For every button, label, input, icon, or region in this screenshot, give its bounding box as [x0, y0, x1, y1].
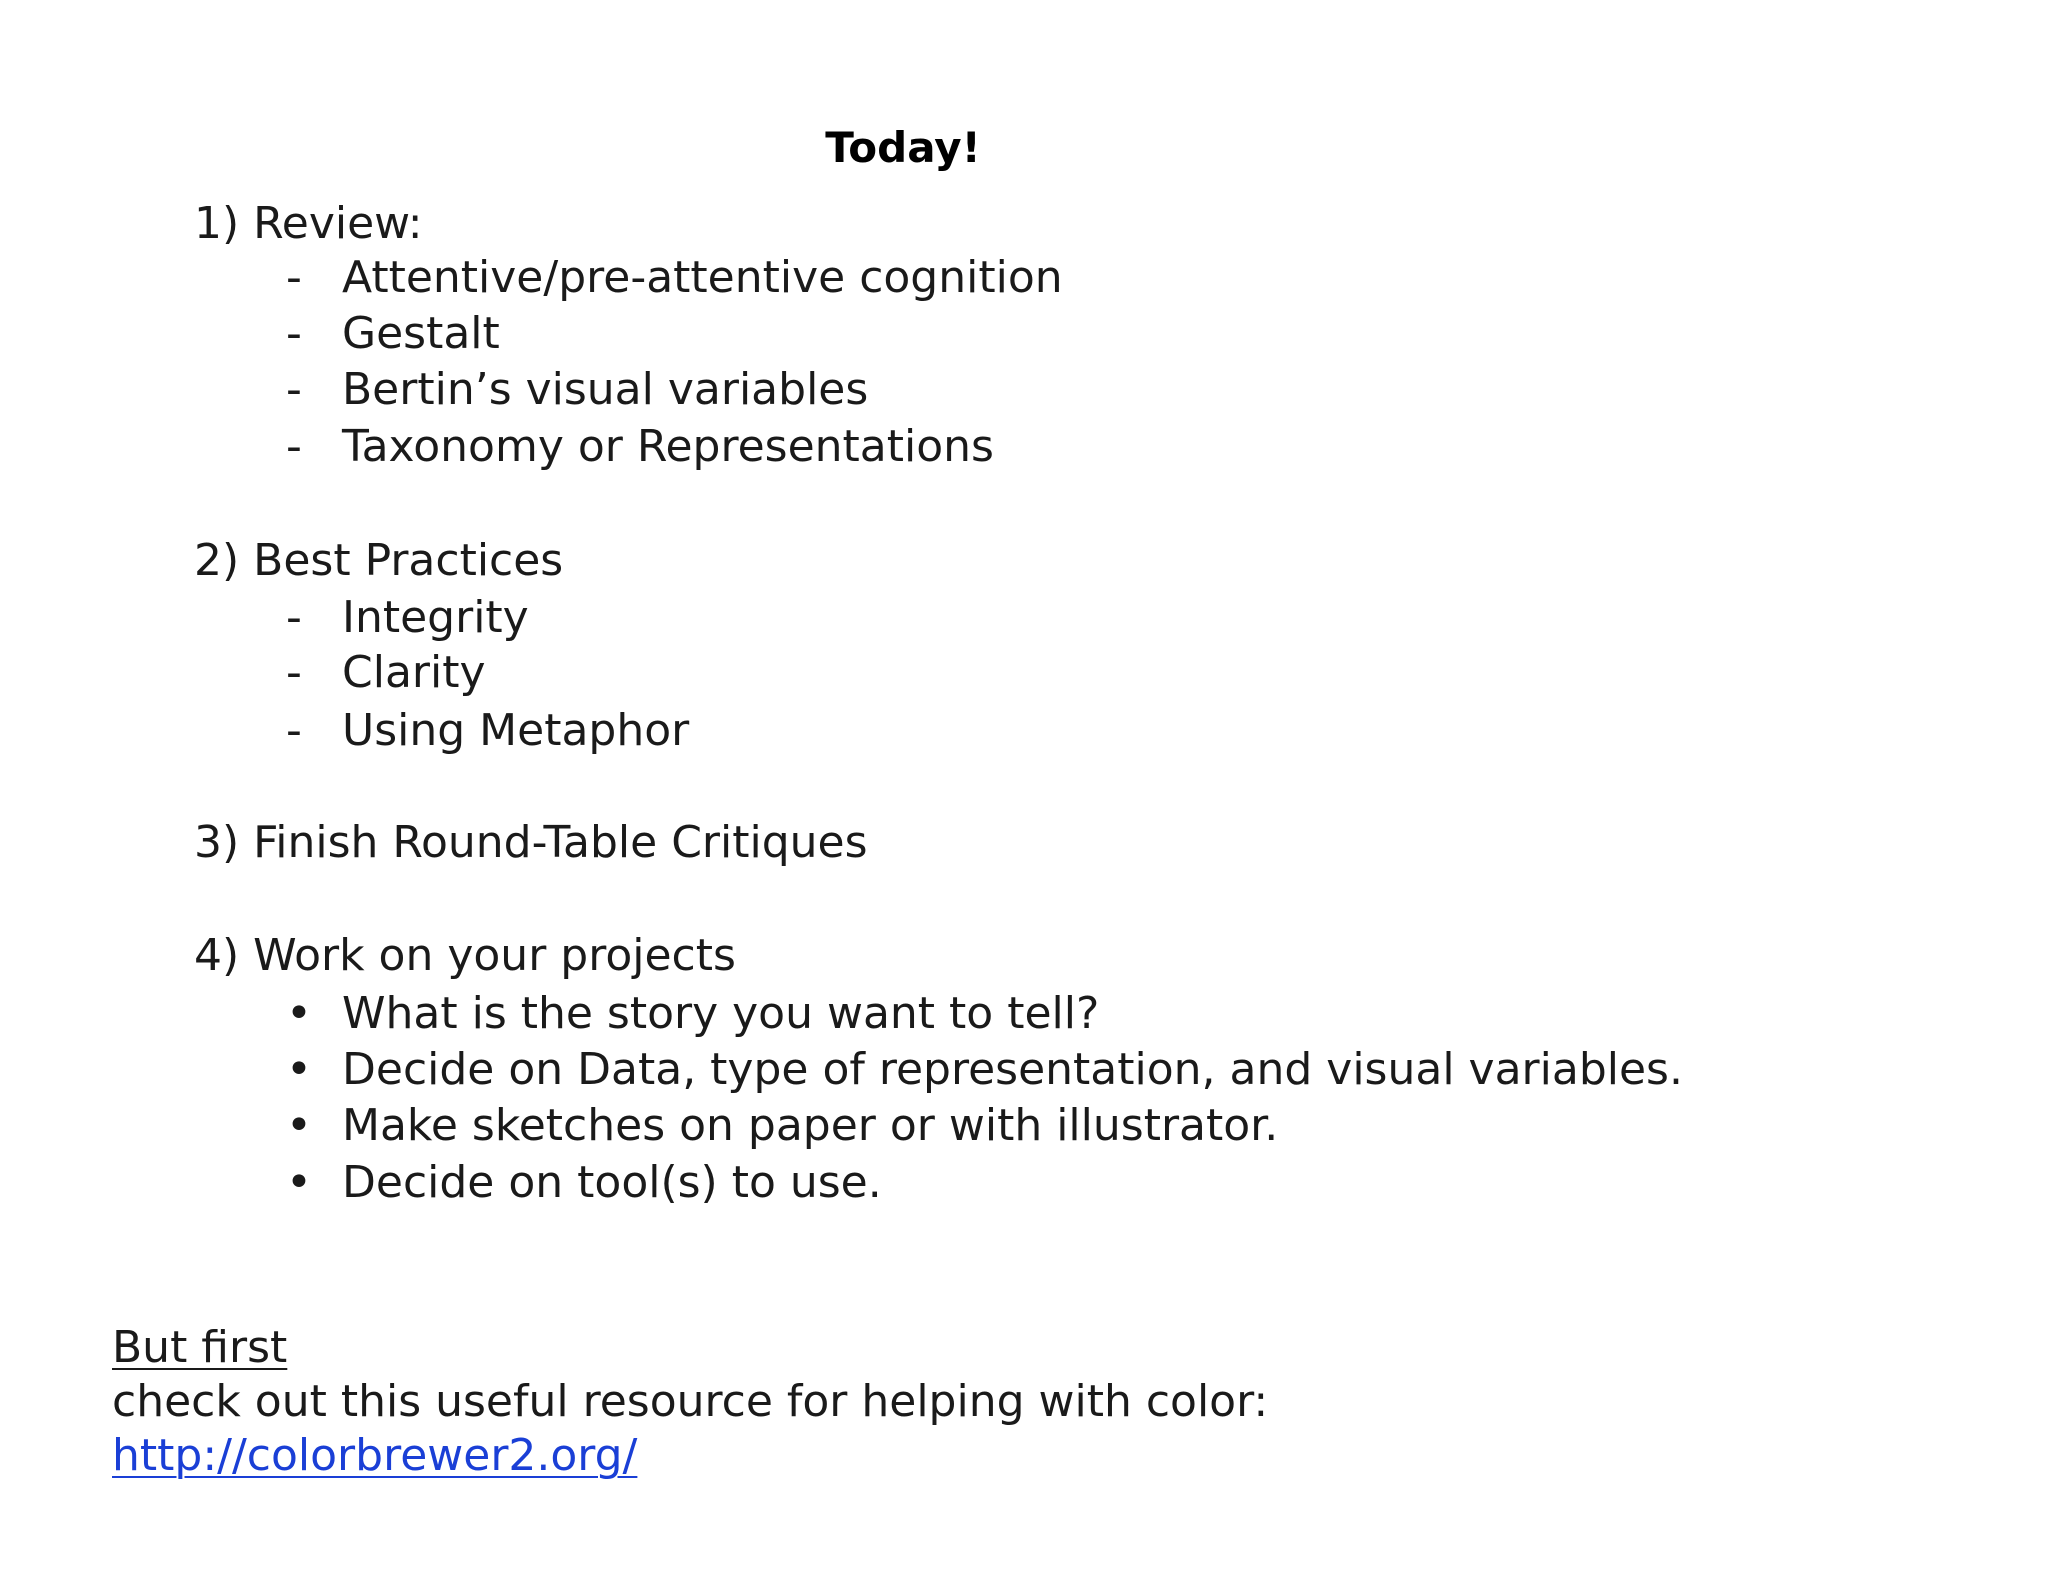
dash-marker: - — [286, 592, 302, 643]
dash-marker: - — [286, 705, 302, 756]
section-1-heading: 1) Review: — [194, 198, 423, 249]
list-item: Using Metaphor — [342, 705, 690, 756]
bullet-marker: • — [286, 988, 312, 1039]
colorbrewer-link[interactable]: http://colorbrewer2.org/ — [112, 1430, 638, 1481]
list-item: Bertin’s visual variables — [342, 364, 869, 415]
footer-text: check out this useful resource for helping with color: — [112, 1376, 1269, 1427]
section-4-heading: 4) Work on your projects — [194, 930, 736, 981]
bullet-marker: • — [286, 1157, 312, 1208]
section-3-heading: 3) Finish Round-Table Critiques — [194, 817, 868, 868]
footer-heading: But first — [112, 1322, 288, 1373]
bullet-marker: • — [286, 1100, 312, 1151]
list-item: Attentive/pre-attentive cognition — [342, 252, 1063, 303]
dash-marker: - — [286, 308, 302, 359]
list-item: What is the story you want to tell? — [342, 988, 1100, 1039]
dash-marker: - — [286, 364, 302, 415]
section-2-heading: 2) Best Practices — [194, 535, 564, 586]
list-item: Clarity — [342, 647, 486, 698]
dash-marker: - — [286, 252, 302, 303]
dash-marker: - — [286, 647, 302, 698]
list-item: Decide on Data, type of representation, and visual variables. — [342, 1044, 1683, 1095]
dash-marker: - — [286, 421, 302, 472]
list-item: Taxonomy or Representations — [342, 421, 994, 472]
bullet-marker: • — [286, 1044, 312, 1095]
list-item: Decide on tool(s) to use. — [342, 1157, 882, 1208]
list-item: Integrity — [342, 592, 529, 643]
list-item: Make sketches on paper or with illustrator. — [342, 1100, 1279, 1151]
list-item: Gestalt — [342, 308, 500, 359]
page-title: Today! — [825, 123, 981, 172]
